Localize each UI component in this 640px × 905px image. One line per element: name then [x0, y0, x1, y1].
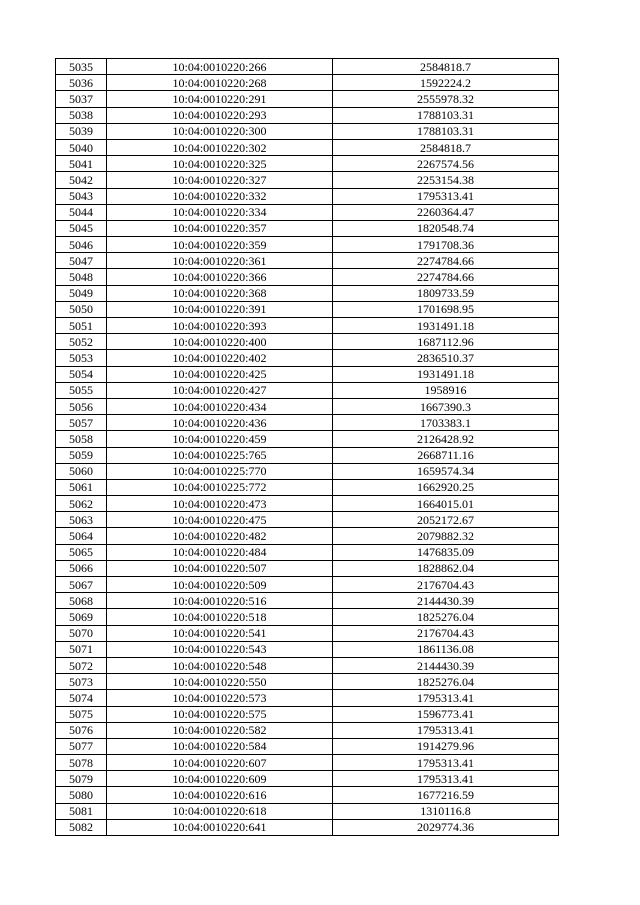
row-number-cell: 5051: [56, 318, 107, 334]
row-number-cell: 5081: [56, 803, 107, 819]
table-row: [56, 674, 559, 690]
table-row: [56, 172, 559, 188]
table-row: [56, 366, 559, 382]
row-number-cell: 5054: [56, 366, 107, 382]
row-number-cell: 5045: [56, 220, 107, 236]
row-number-cell: 5082: [56, 819, 107, 835]
value-cell: 1677216.59: [333, 787, 559, 803]
value-cell: 1825276.04: [333, 609, 559, 625]
cadastral-number-cell: 10:04:0010220:507: [107, 560, 333, 576]
table-row: [56, 139, 559, 155]
value-cell: 1703383.1: [333, 415, 559, 431]
table-row: [56, 123, 559, 139]
cadastral-number-cell: 10:04:0010220:266: [107, 59, 333, 75]
cadastral-number-cell: 10:04:0010220:584: [107, 738, 333, 754]
value-cell: 2584818.7: [333, 139, 559, 155]
row-number-cell: 5036: [56, 75, 107, 91]
cadastral-number-cell: 10:04:0010220:293: [107, 107, 333, 123]
value-cell: 1795313.41: [333, 188, 559, 204]
row-number-cell: 5035: [56, 59, 107, 75]
row-number-cell: 5037: [56, 91, 107, 107]
row-number-cell: 5072: [56, 657, 107, 673]
cadastral-number-cell: 10:04:0010220:573: [107, 690, 333, 706]
table-row: [56, 755, 559, 771]
value-cell: 2176704.43: [333, 625, 559, 641]
value-cell: 1958916: [333, 382, 559, 398]
value-cell: 1914279.96: [333, 738, 559, 754]
value-cell: 1592224.2: [333, 75, 559, 91]
row-number-cell: 5050: [56, 301, 107, 317]
cadastral-number-cell: 10:04:0010220:618: [107, 803, 333, 819]
cadastral-number-cell: 10:04:0010220:334: [107, 204, 333, 220]
table-row: [56, 706, 559, 722]
table-row: [56, 334, 559, 350]
value-cell: 1861136.08: [333, 641, 559, 657]
cadastral-number-cell: 10:04:0010220:300: [107, 123, 333, 139]
row-number-cell: 5061: [56, 479, 107, 495]
value-cell: 1795313.41: [333, 690, 559, 706]
cadastral-number-cell: 10:04:0010220:609: [107, 771, 333, 787]
cadastral-number-cell: 10:04:0010220:518: [107, 609, 333, 625]
table-row: [56, 350, 559, 366]
row-number-cell: 5056: [56, 398, 107, 414]
row-number-cell: 5059: [56, 447, 107, 463]
cadastral-number-cell: 10:04:0010225:770: [107, 463, 333, 479]
row-number-cell: 5078: [56, 755, 107, 771]
cadastral-number-cell: 10:04:0010220:393: [107, 318, 333, 334]
row-number-cell: 5043: [56, 188, 107, 204]
cadastral-number-cell: 10:04:0010220:616: [107, 787, 333, 803]
row-number-cell: 5057: [56, 415, 107, 431]
row-number-cell: 5055: [56, 382, 107, 398]
cadastral-number-cell: 10:04:0010220:548: [107, 657, 333, 673]
row-number-cell: 5067: [56, 577, 107, 593]
row-number-cell: 5044: [56, 204, 107, 220]
row-number-cell: 5062: [56, 496, 107, 512]
cadastral-number-cell: 10:04:0010220:641: [107, 819, 333, 835]
cadastral-number-cell: 10:04:0010220:425: [107, 366, 333, 382]
cadastral-number-cell: 10:04:0010220:427: [107, 382, 333, 398]
value-cell: 1828862.04: [333, 560, 559, 576]
value-cell: 2668711.16: [333, 447, 559, 463]
table-row: [56, 188, 559, 204]
table-row: [56, 59, 559, 75]
table-row: [56, 771, 559, 787]
value-cell: 2052172.67: [333, 512, 559, 528]
cadastral-number-cell: 10:04:0010225:765: [107, 447, 333, 463]
table-row: [56, 220, 559, 236]
value-cell: 1659574.34: [333, 463, 559, 479]
cadastral-number-cell: 10:04:0010220:475: [107, 512, 333, 528]
row-number-cell: 5042: [56, 172, 107, 188]
value-cell: 1809733.59: [333, 285, 559, 301]
table-row: [56, 415, 559, 431]
table-row: [56, 657, 559, 673]
value-cell: 1795313.41: [333, 771, 559, 787]
row-number-cell: 5077: [56, 738, 107, 754]
table-row: [56, 156, 559, 172]
value-cell: 1791708.36: [333, 237, 559, 253]
table-row: [56, 560, 559, 576]
row-number-cell: 5064: [56, 528, 107, 544]
table-row: [56, 398, 559, 414]
row-number-cell: 5058: [56, 431, 107, 447]
table-row: [56, 803, 559, 819]
value-cell: 1931491.18: [333, 318, 559, 334]
table-row: [56, 819, 559, 835]
cadastral-number-cell: 10:04:0010220:357: [107, 220, 333, 236]
table-row: [56, 318, 559, 334]
cadastral-number-cell: 10:04:0010220:368: [107, 285, 333, 301]
row-number-cell: 5047: [56, 253, 107, 269]
value-cell: 1931491.18: [333, 366, 559, 382]
table-row: [56, 496, 559, 512]
value-cell: 1664015.01: [333, 496, 559, 512]
table-row: [56, 722, 559, 738]
row-number-cell: 5049: [56, 285, 107, 301]
cadastral-number-cell: 10:04:0010220:268: [107, 75, 333, 91]
row-number-cell: 5073: [56, 674, 107, 690]
cadastral-number-cell: 10:04:0010220:582: [107, 722, 333, 738]
table-row: [56, 609, 559, 625]
cadastral-number-cell: 10:04:0010220:402: [107, 350, 333, 366]
value-cell: 2584818.7: [333, 59, 559, 75]
cadastral-number-cell: 10:04:0010220:366: [107, 269, 333, 285]
value-cell: 2144430.39: [333, 657, 559, 673]
cadastral-number-cell: 10:04:0010220:509: [107, 577, 333, 593]
table-row: [56, 463, 559, 479]
cadastral-number-cell: 10:04:0010220:361: [107, 253, 333, 269]
table-row: [56, 301, 559, 317]
row-number-cell: 5038: [56, 107, 107, 123]
cadastral-number-cell: 10:04:0010220:359: [107, 237, 333, 253]
table-row: [56, 479, 559, 495]
value-cell: 1795313.41: [333, 755, 559, 771]
value-cell: 2274784.66: [333, 253, 559, 269]
cadastral-number-cell: 10:04:0010220:473: [107, 496, 333, 512]
row-number-cell: 5066: [56, 560, 107, 576]
table-row: [56, 237, 559, 253]
row-number-cell: 5040: [56, 139, 107, 155]
value-cell: 2836510.37: [333, 350, 559, 366]
value-cell: 1820548.74: [333, 220, 559, 236]
cadastral-number-cell: 10:04:0010220:607: [107, 755, 333, 771]
row-number-cell: 5053: [56, 350, 107, 366]
row-number-cell: 5063: [56, 512, 107, 528]
row-number-cell: 5079: [56, 771, 107, 787]
value-cell: 1788103.31: [333, 107, 559, 123]
cadastral-number-cell: 10:04:0010220:436: [107, 415, 333, 431]
table-row: [56, 528, 559, 544]
table-row: [56, 285, 559, 301]
table-row: [56, 544, 559, 560]
row-number-cell: 5046: [56, 237, 107, 253]
table-row: [56, 107, 559, 123]
value-cell: 1667390.3: [333, 398, 559, 414]
value-cell: 2079882.32: [333, 528, 559, 544]
cadastral-number-cell: 10:04:0010220:434: [107, 398, 333, 414]
table-row: [56, 382, 559, 398]
cadastral-number-cell: 10:04:0010225:772: [107, 479, 333, 495]
table-row: [56, 204, 559, 220]
table-body: [56, 59, 559, 836]
value-cell: 2253154.38: [333, 172, 559, 188]
value-cell: 2260364.47: [333, 204, 559, 220]
table-row: [56, 253, 559, 269]
cadastral-number-cell: 10:04:0010220:332: [107, 188, 333, 204]
row-number-cell: 5048: [56, 269, 107, 285]
value-cell: 1596773.41: [333, 706, 559, 722]
row-number-cell: 5070: [56, 625, 107, 641]
table-row: [56, 447, 559, 463]
value-cell: 1825276.04: [333, 674, 559, 690]
table-row: [56, 625, 559, 641]
value-cell: 1701698.95: [333, 301, 559, 317]
cadastral-value-table: [55, 58, 559, 836]
row-number-cell: 5052: [56, 334, 107, 350]
row-number-cell: 5076: [56, 722, 107, 738]
value-cell: 2176704.43: [333, 577, 559, 593]
cadastral-number-cell: 10:04:0010220:327: [107, 172, 333, 188]
value-cell: 2274784.66: [333, 269, 559, 285]
cadastral-number-cell: 10:04:0010220:550: [107, 674, 333, 690]
value-cell: 1687112.96: [333, 334, 559, 350]
value-cell: 1310116.8: [333, 803, 559, 819]
cadastral-number-cell: 10:04:0010220:391: [107, 301, 333, 317]
value-cell: 2555978.32: [333, 91, 559, 107]
value-cell: 1662920.25: [333, 479, 559, 495]
value-cell: 2267574.56: [333, 156, 559, 172]
cadastral-number-cell: 10:04:0010220:482: [107, 528, 333, 544]
value-cell: 1788103.31: [333, 123, 559, 139]
table-row: [56, 269, 559, 285]
row-number-cell: 5065: [56, 544, 107, 560]
cadastral-number-cell: 10:04:0010220:400: [107, 334, 333, 350]
row-number-cell: 5080: [56, 787, 107, 803]
table-row: [56, 738, 559, 754]
row-number-cell: 5074: [56, 690, 107, 706]
cadastral-number-cell: 10:04:0010220:302: [107, 139, 333, 155]
table-row: [56, 577, 559, 593]
row-number-cell: 5068: [56, 593, 107, 609]
value-cell: 2126428.92: [333, 431, 559, 447]
cadastral-number-cell: 10:04:0010220:459: [107, 431, 333, 447]
value-cell: 2029774.36: [333, 819, 559, 835]
cadastral-number-cell: 10:04:0010220:291: [107, 91, 333, 107]
value-cell: 1476835.09: [333, 544, 559, 560]
cadastral-number-cell: 10:04:0010220:541: [107, 625, 333, 641]
table-row: [56, 641, 559, 657]
row-number-cell: 5075: [56, 706, 107, 722]
row-number-cell: 5060: [56, 463, 107, 479]
row-number-cell: 5069: [56, 609, 107, 625]
cadastral-number-cell: 10:04:0010220:575: [107, 706, 333, 722]
value-cell: 2144430.39: [333, 593, 559, 609]
row-number-cell: 5039: [56, 123, 107, 139]
table-row: [56, 593, 559, 609]
cadastral-number-cell: 10:04:0010220:516: [107, 593, 333, 609]
cadastral-number-cell: 10:04:0010220:325: [107, 156, 333, 172]
row-number-cell: 5041: [56, 156, 107, 172]
value-cell: 1795313.41: [333, 722, 559, 738]
table-row: [56, 787, 559, 803]
cadastral-number-cell: 10:04:0010220:484: [107, 544, 333, 560]
table-row: [56, 75, 559, 91]
table-row: [56, 690, 559, 706]
table-row: [56, 431, 559, 447]
cadastral-number-cell: 10:04:0010220:543: [107, 641, 333, 657]
table-row: [56, 91, 559, 107]
row-number-cell: 5071: [56, 641, 107, 657]
table-row: [56, 512, 559, 528]
